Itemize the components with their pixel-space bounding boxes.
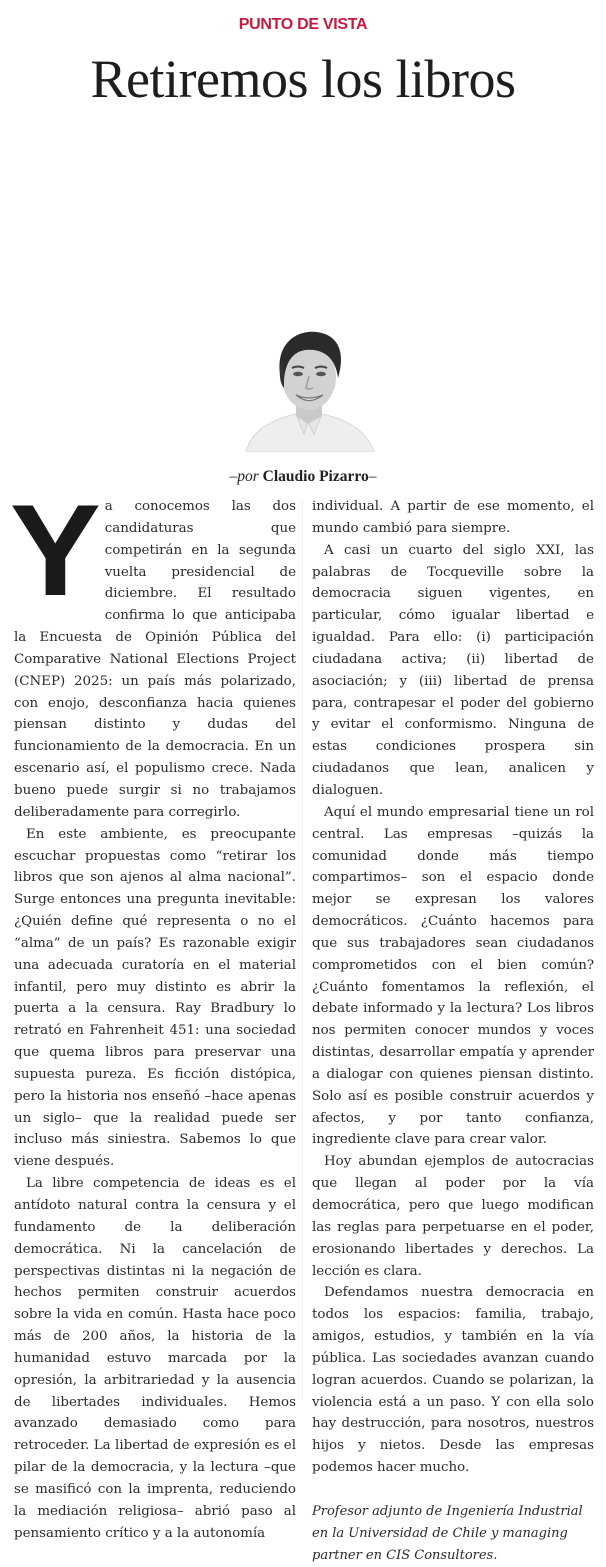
article-column-left xyxy=(9,477,296,1545)
byline-prefix: –por xyxy=(229,468,259,485)
section-kicker: PUNTO DE VISTA xyxy=(238,16,368,33)
paragraph-7: Defendamos nuestra democracia en todos los espacios: familia, trabajo, amigos, estudios, y también en la vía pública. Las sociedades avanzan cuando logran acuerdos. Cuando se polarizan, la violencia está a un paso. Y con ella solo hay destrucción, para nosotros, nuestros hijos y nietos. Desde las empresas podemos hacer mucho. xyxy=(312,1285,594,1476)
paragraph-3-continued: individual. A partir de ese momento, el mundo cambió para siempre. xyxy=(312,499,594,536)
paragraph-text: a conocemos las dos candidaturas que competirán en la segunda vuelta presidencial de diciembre. El resultado confirma lo que anticipaba la Encuesta de Opinión Pública del Comparative National Elections Project (CNEP) 2025: un país más polarizado, con enojo, desconfianza hacia quienes piensan distinto y dudas del funcionamiento de la democracia. En un escenario así, el populismo crece. Nada bueno puede surgir si no trabajamos deliberadamente para corregirlo. xyxy=(14,499,296,820)
author-name: Claudio Pizarro xyxy=(262,468,369,485)
author-bio: Profesor adjunto de Ingeniería Industrial en la Universidad de Chile y managing partner en CIS Consultores. xyxy=(312,1503,583,1563)
paragraph-6: Hoy abundan ejemplos de autocracias que llegan al poder por la vía democrática, pero que luego modifican las reglas para perpetuarse en el poder, erosionando libertades y derechos. La lección es clara. xyxy=(312,1154,594,1279)
column-divider xyxy=(302,500,304,1400)
paragraph-3: La libre competencia de ideas es el antídoto natural contra la censura y el fundamento de la deliberación democrática. Ni la cancelación de perspectivas distintas ni la negación de hechos permiten construir acuerdos sobre la vida en común. Hasta hace poco más de 200 años, la historia de la humanidad estuvo marcada por la opresión, la arbitrariedad y la ausencia de libertades individuales. Hemos avanzado demasiado como para retroceder. La libertad de expresión es el pilar de la democracia, y la lectura –que se masificó con la imprenta, reduciendo la mediación religiosa– abrió paso al pensamiento crítico y a la autonomía xyxy=(14,1176,296,1541)
paragraph-4: A casi un cuarto del siglo XXI, las palabras de Tocqueville sobre la democracia siguen vigentes, en particular, cómo igualar libertad e igualdad. Para ello: (i) participación ciudadana activa; (ii) libertad de asociación; y (iii) libertad de prensa para, contrapesar el poder del gobierno y evitar el conformismo. Ninguna de estas condiciones prospera sin ciudadanos que lean, analicen y dialoguen. xyxy=(312,542,594,798)
paragraph-5: Aquí el mundo empresarial tiene un rol central. Las empresas –quizás la comunidad donde más tiempo compartimos– son el espacio donde mejor se expresan los valores democráticos. ¿Cuánto hacemos para que sus trabajadores sean ciudadanos comprometidos con el bien común? ¿Cuánto fomentamos la reflexión, el debate informado y la lectura? Los libros nos permiten conocer mundos y voces distintas, desarrollar empatía y aprender a dialogar con quienes piensan distinto. Solo así es posible construir acuerdos y afectos, y por tanto confianza, ingrediente clave para crear valor. xyxy=(312,804,594,1148)
paragraph-2: En este ambiente, es preocupante escuchar propuestas como “retirar los libros que son ajenos al alma nacional”. Surge entonces una pregunta inevitable: ¿Quién define qué representa o no el “alma” de un país? Es razonable exigir una adecuada curatoría en el material infantil, pero muy distinto es abrir la puerta a la censura. Ray Bradbury lo retrató en Fahrenheit 451: una sociedad que quema libros para preservar una supuesta pureza. Es ficción distópica, pero la historia nos enseñó –hace apenas un siglo– que la realidad puede ser incluso más siniestra. Sabemos lo que viene después. xyxy=(14,826,296,1170)
byline-suffix: – xyxy=(368,468,377,485)
drop-cap: Y xyxy=(9,477,101,623)
author-portrait xyxy=(238,322,378,452)
article-column-right xyxy=(312,496,594,1567)
article-title: Retiremos los libros xyxy=(90,49,516,109)
paragraph-1 xyxy=(9,477,296,824)
